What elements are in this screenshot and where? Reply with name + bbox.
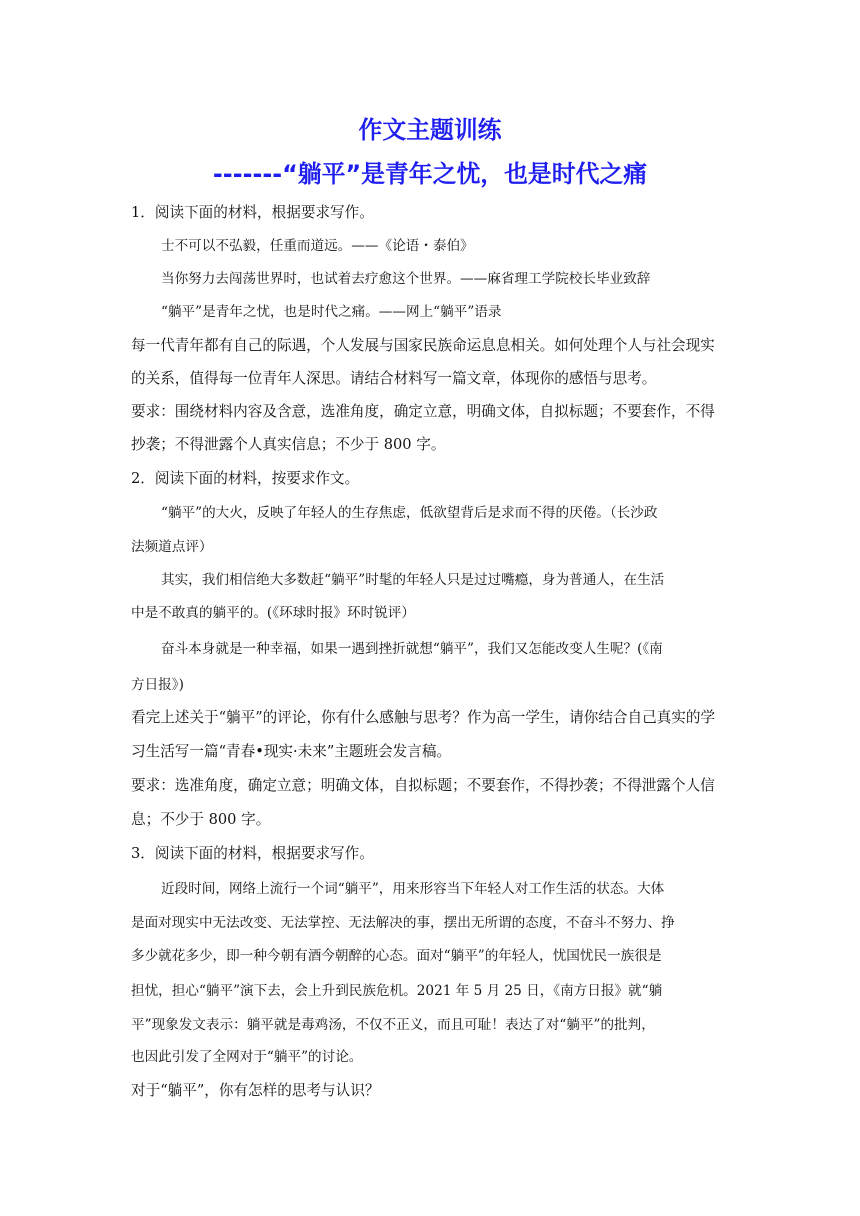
question-3-heading: 3．阅读下面的材料，根据要求写作。 bbox=[131, 845, 374, 862]
material-line: 中是不敢真的躺平的。(《环球时报》环时锐评） bbox=[131, 605, 415, 621]
body-line: 对于“躺平”，你有怎样的思考与认识？ bbox=[131, 1082, 380, 1099]
material-line: 担忧，担心“躺平”演下去，会上升到民族危机。2021 年 5 月 25 日，《南方日报》就“躺 bbox=[131, 983, 663, 999]
body-line: 看完上述关于“躺平”的评论，你有什么感触与思考？作为高一学生，请你结合自己真实的学 bbox=[131, 709, 716, 726]
question-2-heading: 2．阅读下面的材料，按要求作文。 bbox=[131, 470, 360, 487]
question-1-heading: 1．阅读下面的材料，根据要求写作。 bbox=[131, 204, 374, 221]
requirement-line: 抄袭；不得泄露个人真实信息；不少于 800 字。 bbox=[131, 436, 446, 453]
material-line: “躺平”的大火，反映了年轻人的生存焦虑，低欲望背后是求而不得的厌倦。（长沙政 bbox=[161, 505, 658, 521]
material-line: 平”现象发文表示：躺平就是毒鸡汤，不仅不正义，而且可耻！表达了对“躺平”的批判， bbox=[131, 1017, 655, 1033]
material-line: 多少就花多少，即一种今朝有酒今朝醉的心态。面对“躺平”的年轻人，忧国忧民一族很是 bbox=[131, 948, 662, 964]
quote-line: “躺平”是青年之忧，也是时代之痛。——网上“躺平”语录 bbox=[161, 304, 502, 320]
material-line: 法频道点评） bbox=[131, 539, 213, 555]
material-line: 其实，我们相信绝大多数赶“躺平”时髦的年轻人只是过过嘴瘾，身为普通人，在生活 bbox=[161, 572, 665, 588]
quote-line: 士不可以不弘毅，任重而道远。——《论语・泰伯》 bbox=[161, 238, 474, 254]
document-subtitle: -------“躺平”是青年之忧，也是时代之痛 bbox=[212, 160, 648, 188]
body-line: 习生活写一篇“青春•现实·未来”主题班会发言稿。 bbox=[131, 743, 452, 760]
requirement-line: 息；不少于 800 字。 bbox=[131, 811, 271, 828]
body-line: 的关系，值得每一位青年人深思。请结合材料写一篇文章，体现你的感悟与思考。 bbox=[131, 370, 657, 387]
material-line: 是面对现实中无法改变、无法掌控、无法解决的事，摆出无所谓的态度，不奋斗不努力、挣 bbox=[131, 915, 675, 931]
requirement-line: 要求：选准角度，确定立意；明确文体，自拟标题；不要套作，不得抄袭；不得泄露个人信 bbox=[131, 777, 715, 794]
material-line: 近段时间，网络上流行一个词“躺平”，用来形容当下年轻人对工作生活的状态。大体 bbox=[161, 881, 665, 897]
material-line: 也因此引发了全网对于“躺平”的讨论。 bbox=[131, 1049, 363, 1065]
requirement-line: 要求：围绕材料内容及含意，选准角度，确定立意，明确文体，自拟标题；不要套作，不得 bbox=[131, 403, 715, 420]
document-title: 作文主题训练 bbox=[358, 116, 502, 144]
quote-line: 当你努力去闯荡世界时，也试着去疗愈这个世界。——麻省理工学院校长毕业致辞 bbox=[161, 271, 651, 287]
material-line: 奋斗本身就是一种幸福，如果一遇到挫折就想“躺平”，我们又怎能改变人生呢？(《南 bbox=[161, 641, 663, 657]
material-line: 方日报》) bbox=[131, 677, 184, 693]
body-line: 每一代青年都有自己的际遇，个人发展与国家民族命运息息相关。如何处理个人与社会现实 bbox=[131, 337, 715, 354]
